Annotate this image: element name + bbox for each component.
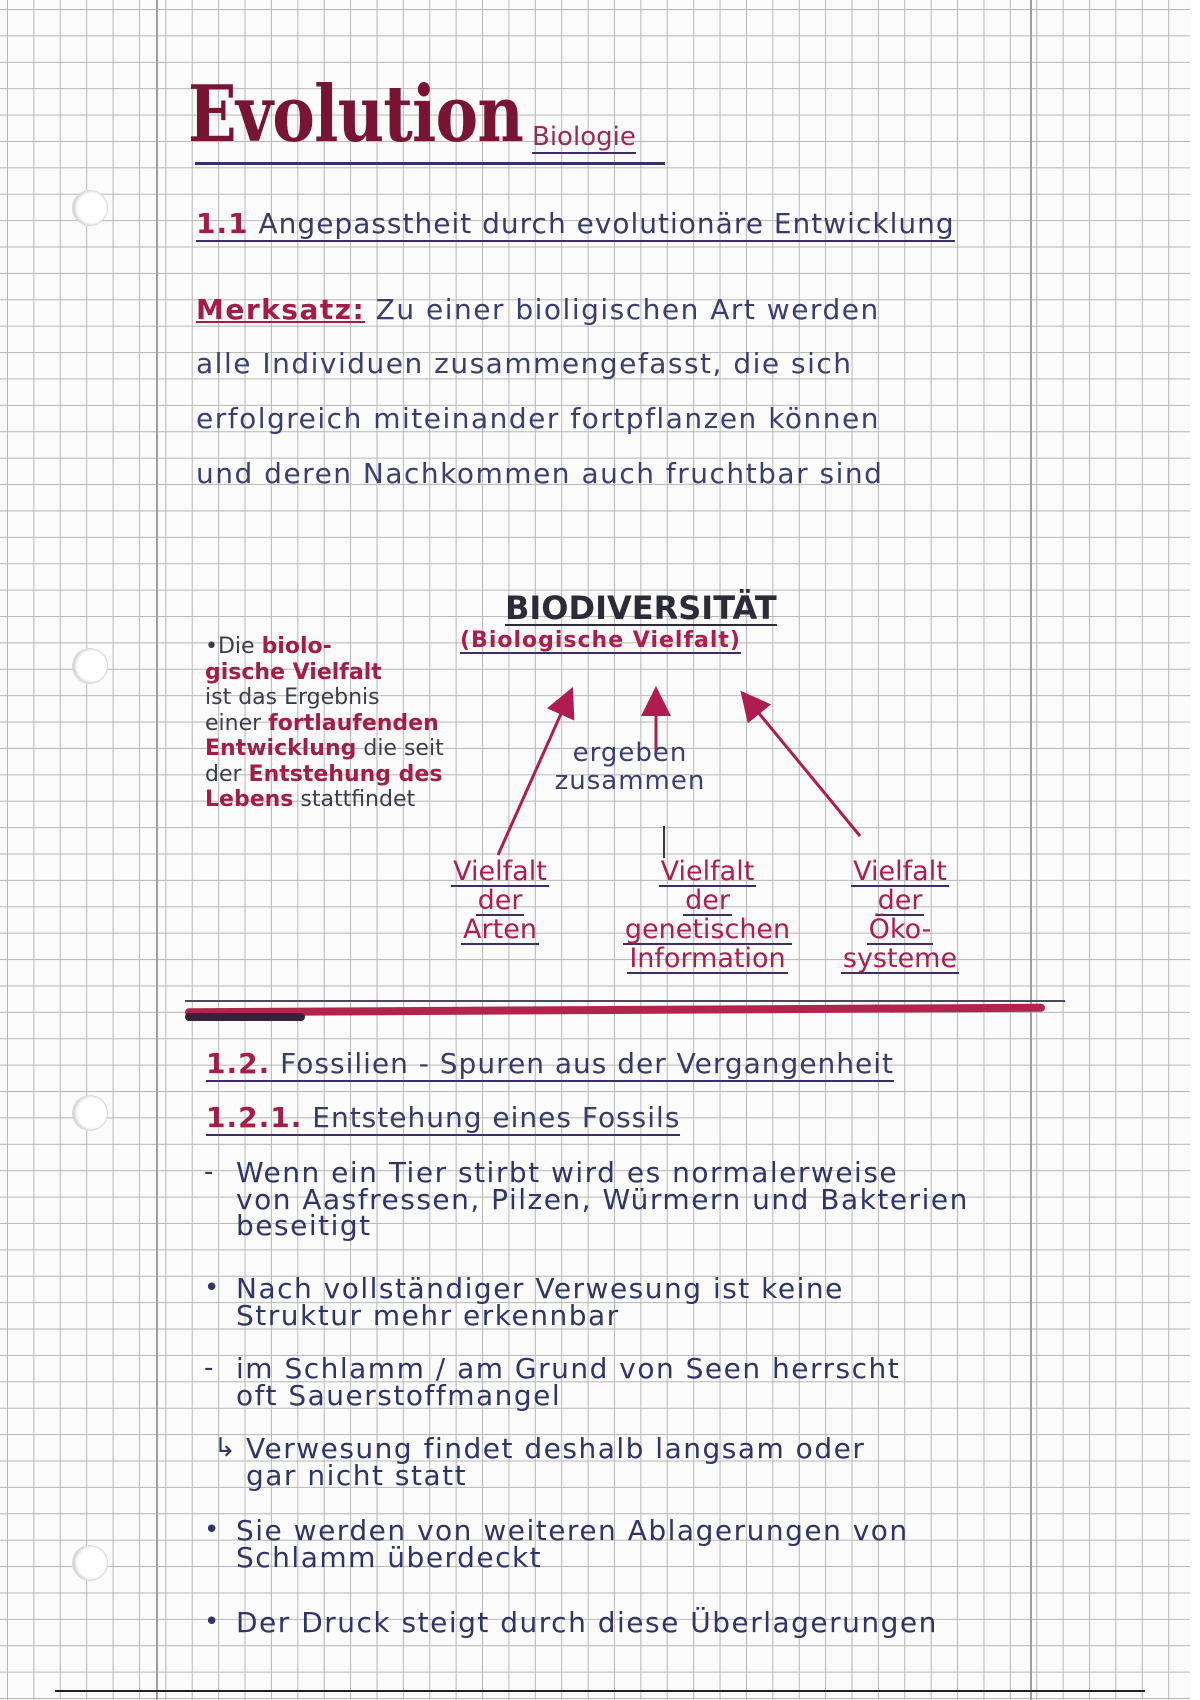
list-item-line: Wenn ein Tier stirbt wird es normalerweise — [236, 1156, 899, 1189]
box-line: der — [877, 885, 923, 916]
box-line: Vielfalt — [660, 856, 755, 887]
section-divider-dark — [185, 1013, 305, 1021]
box-line: genetischen — [624, 914, 791, 945]
box-line: Vielfalt — [453, 856, 547, 887]
merksatz-text: Zu einer bioligischen Art werden — [375, 293, 880, 326]
list-item — [204, 1352, 901, 1412]
note-highlight: Entwicklung — [205, 736, 357, 762]
box-line: Vielfalt — [853, 856, 947, 887]
section-number: 1.2.1. — [206, 1101, 303, 1134]
note-text: ist das Ergebnis — [205, 685, 380, 711]
note-highlight: Entstehung des — [248, 761, 443, 787]
note-text: •Die — [205, 634, 262, 659]
bullet-marker: - — [204, 1353, 215, 1383]
box-line: der — [477, 885, 523, 916]
subject-label: Biologie — [532, 122, 636, 152]
bullet-marker: • — [204, 1273, 221, 1303]
diagram-subtitle: (Biologische Vielfalt) — [460, 628, 741, 653]
list-item-line: im Schlamm / am Grund von Seen herrscht — [236, 1352, 901, 1385]
list-item — [204, 1606, 938, 1639]
list-item-line: gar nicht statt — [246, 1458, 468, 1492]
diagram-box-genetic — [600, 858, 815, 974]
note-text: einer — [205, 710, 269, 736]
list-item-line: Struktur mehr erkennbar — [236, 1298, 620, 1332]
diagram-title: BIODIVERSITÄT — [505, 589, 777, 627]
diagram-box-ecosystems — [825, 858, 975, 974]
box-line: systeme — [842, 943, 958, 974]
diagram-center-label — [540, 740, 720, 794]
list-item — [204, 1272, 844, 1332]
section-number: 1.1 — [196, 207, 249, 240]
list-item — [204, 1156, 969, 1243]
note-text: stattfindet — [293, 787, 416, 813]
list-item-line: Sie werden von weiteren Ablagerungen von — [236, 1514, 909, 1547]
section-title: Entstehung eines Fossils — [312, 1101, 681, 1134]
box-line: Arten — [463, 914, 537, 945]
box-line: Information — [629, 943, 786, 974]
side-note — [205, 634, 444, 813]
note-highlight: Lebens — [205, 787, 294, 813]
note-highlight: biolo- — [261, 634, 332, 659]
box-line: der — [685, 885, 730, 916]
diagram-box-species — [425, 858, 575, 945]
list-item — [204, 1514, 909, 1574]
note-highlight: fortlaufenden — [268, 710, 439, 736]
page-title: Evolution — [188, 69, 524, 160]
bullet-marker: • — [204, 1515, 221, 1545]
bullet-marker: • — [204, 1607, 221, 1637]
box-line: Öko- — [868, 914, 932, 945]
section-heading-1-2 — [206, 1047, 895, 1082]
list-item-line: Nach vollständiger Verwesung ist keine — [236, 1272, 844, 1305]
list-item-line: beseitigt — [236, 1209, 372, 1243]
list-item — [214, 1432, 866, 1492]
note-text: die seit — [356, 736, 444, 762]
section-number: 1.2. — [206, 1047, 271, 1080]
bullet-marker: ↳ — [214, 1433, 238, 1463]
page-bottom-rule — [55, 1690, 1145, 1692]
bullet-marker: - — [204, 1157, 215, 1187]
center-label-line: ergeben — [572, 738, 688, 768]
note-highlight: gische Vielfalt — [205, 659, 382, 685]
merksatz-line: und deren Nachkommen auch fruchtbar sind — [196, 457, 884, 490]
list-item-line: oft Sauerstoffmangel — [236, 1378, 562, 1412]
merksatz-line: alle Individuen zusammengefasst, die sich — [196, 347, 853, 380]
center-label-line: zusammen — [554, 766, 706, 796]
list-item-line: von Aasfressen, Pilzen, Würmern und Bakterien — [236, 1182, 969, 1216]
list-item-line: Verwesung findet deshalb langsam oder — [246, 1432, 866, 1465]
section-title: Fossilien - Spuren aus der Vergangenheit — [280, 1047, 895, 1080]
section-heading-1-2-1 — [206, 1101, 681, 1136]
section-title: Angepasstheit durch evolutionäre Entwicklung — [258, 207, 955, 240]
arrow-right — [748, 700, 860, 836]
note-text: der — [205, 761, 249, 787]
merksatz-label: Merksatz: — [196, 293, 366, 326]
list-item-line: Der Druck steigt durch diese Überlagerungen — [236, 1606, 938, 1639]
section-divider — [185, 1000, 1065, 1002]
merksatz-line: erfolgreich miteinander fortpflanzen können — [196, 402, 880, 435]
list-item-line: Schlamm überdeckt — [236, 1540, 543, 1574]
